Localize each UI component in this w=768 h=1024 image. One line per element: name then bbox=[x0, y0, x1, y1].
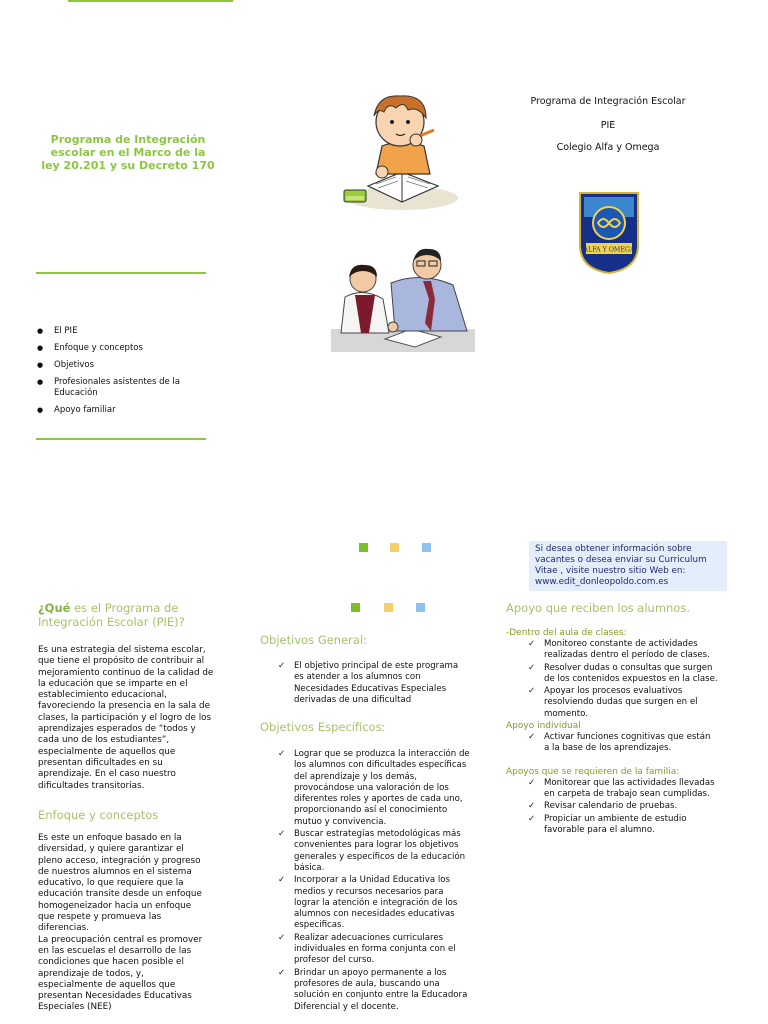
individual-support-item: ✓ Activar funciones cognitivas que están a la base de los aprendizajes. bbox=[522, 732, 718, 755]
square-green-2 bbox=[351, 603, 360, 612]
approach-paragraph-2: La preocupación central es promover en las escuelas el desarrollo de las condiciones que hacen posible el aprendizaje de todos, y, especialmente de aquellos que presentan Necesidades Educativas Especiales (NEE) bbox=[38, 934, 203, 1013]
teacher-student-illustration bbox=[331, 243, 475, 352]
what-is-pie-heading bbox=[38, 601, 218, 629]
classroom-support-item: ✓ Monitoreo constante de actividades realizadas dentro el período de clases. bbox=[522, 639, 718, 662]
contact-info-box[interactable]: Si desea obtener información sobre vacantes o desea enviar su Curriculum Vitae , visite nuestro sitio Web en: www.edit_donleopoldo.com.es bbox=[529, 541, 727, 591]
classroom-support-list bbox=[522, 639, 718, 720]
classroom-support-item: ✓ Resolver dudas o consultas que surgen de los contenidos expuestos en la clase. bbox=[522, 663, 718, 686]
specific-objective-item: ✓ Realizar adecuaciones curriculares individuales en forma conjunta con el profesor del curso. bbox=[272, 933, 470, 967]
family-support-item: ✓ Monitorear que las actividades llevadas en carpeta de trabajo sean cumplidas. bbox=[522, 778, 718, 801]
what-is-pie-heading-rest: es el Programa de Integración Escolar (PIE)? bbox=[38, 601, 185, 629]
specific-objectives-heading: Objetivos Específicos: bbox=[260, 720, 386, 734]
square-yellow-1 bbox=[390, 543, 399, 552]
school-name: Colegio Alfa y Omega bbox=[556, 142, 660, 153]
approach-body bbox=[38, 833, 210, 1014]
program-name: Programa de Integración Escolar bbox=[530, 96, 686, 107]
toc-item[interactable]: ● Enfoque y conceptos bbox=[36, 343, 206, 354]
classroom-support-label: -Dentro del aula de clases: bbox=[506, 628, 627, 638]
general-objective-list bbox=[272, 661, 466, 707]
school-crest-logo bbox=[578, 191, 640, 275]
square-green-1 bbox=[359, 543, 368, 552]
specific-objective-item: ✓ Incorporar a la Unidad Educativa los medios y recursos necesarios para lograr la atención e integración de los alumnos con necesidades educativas especificas. bbox=[272, 875, 470, 931]
student-support-heading: Apoyo que reciben los alumnos. bbox=[506, 601, 690, 615]
student-support-content bbox=[506, 628, 718, 837]
family-support-label: Apoyos que se requieren de la familia: bbox=[506, 766, 680, 777]
boy-studying-illustration bbox=[338, 88, 466, 218]
specific-objective-item: ✓ Brindar un apoyo permanente a los profesores de aula, buscando una solución en conjunto entre la Educadora Diferencial y el docente. bbox=[272, 968, 470, 1013]
approach-paragraph-1: Es este un enfoque basado en la diversidad, y quiere garantizar el pleno acceso, integración y progreso de nuestros alumnos en el sistema educativo, lo que requiere que la educación transite desde un enfoque homogeneizador hacia un enfoque que respete y promueva las diferencias. bbox=[38, 833, 202, 934]
toc-item[interactable]: ● El PIE bbox=[36, 326, 206, 337]
program-acronym: PIE bbox=[600, 120, 616, 131]
specific-objectives-list bbox=[272, 749, 470, 1014]
toc-bottom-rule bbox=[36, 438, 206, 440]
table-of-contents bbox=[36, 326, 206, 422]
specific-objective-item: ✓ Lograr que se produzca la interacción de los alumnos con dificultades específicas del aprendizaje y los demás, provocándose una valoración de los diferentes roles y aportes de cada uno, proporcionando así el conocimiento mutuo y convivencia. bbox=[272, 749, 470, 828]
square-yellow-2 bbox=[384, 603, 393, 612]
toc-item[interactable]: ● Objetivos bbox=[36, 360, 206, 371]
square-blue-1 bbox=[422, 543, 431, 552]
what-is-pie-body: Es una estrategia del sistema escolar, que tiene el propósito de contribuir al mejoramiento continuo de la calidad de la educación que se imparte en el establecimiento educacional, favoreciendo la presencia en la sala de clases, la participación y el logro de los aprendizajes esperados de “todos y cada uno de los estudiantes”, especialmente de aquellos que presentan dificultades en su aprendizaje. En el caso nuestro dificultades transitorias. bbox=[38, 645, 214, 791]
classroom-support-item: ✓ Apoyar los procesos evaluativos resolviendo dudas que surgen en el momento. bbox=[522, 686, 718, 720]
approach-heading: Enfoque y conceptos bbox=[38, 808, 159, 822]
crest-text: ALFA Y OMEGA bbox=[583, 246, 635, 254]
individual-support-label: Apoyo individual bbox=[506, 721, 581, 732]
square-blue-2 bbox=[416, 603, 425, 612]
family-support-item: ✓ Revisar calendario de pruebas. bbox=[522, 801, 718, 812]
specific-objective-item: ✓ Buscar estrategias metodológicas más convenientes para lograr los objetivos generales y específicos de la educación básica. bbox=[272, 829, 470, 874]
top-rule bbox=[68, 0, 233, 2]
toc-item[interactable]: ● Apoyo familiar bbox=[36, 405, 206, 416]
general-objective-item: ✓ El objetivo principal de este programa es atender a los alumnos con Necesidades Educativas Especiales derivadas de una dificultad bbox=[272, 661, 466, 706]
family-support-list bbox=[522, 778, 718, 836]
toc-top-rule bbox=[36, 272, 206, 274]
individual-support-list bbox=[522, 732, 718, 755]
toc-item[interactable]: ● Profesionales asistentes de la Educación bbox=[36, 377, 206, 399]
family-support-item: ✓ Propiciar un ambiente de estudio favorable para el alumno. bbox=[522, 814, 718, 837]
general-objective-heading: Objetivos General: bbox=[260, 633, 368, 647]
brochure-title: Programa de Integración escolar en el Marco de la ley 20.201 y su Decreto 170 bbox=[41, 133, 215, 172]
what-is-pie-heading-bold: ¿Qué bbox=[38, 601, 71, 615]
